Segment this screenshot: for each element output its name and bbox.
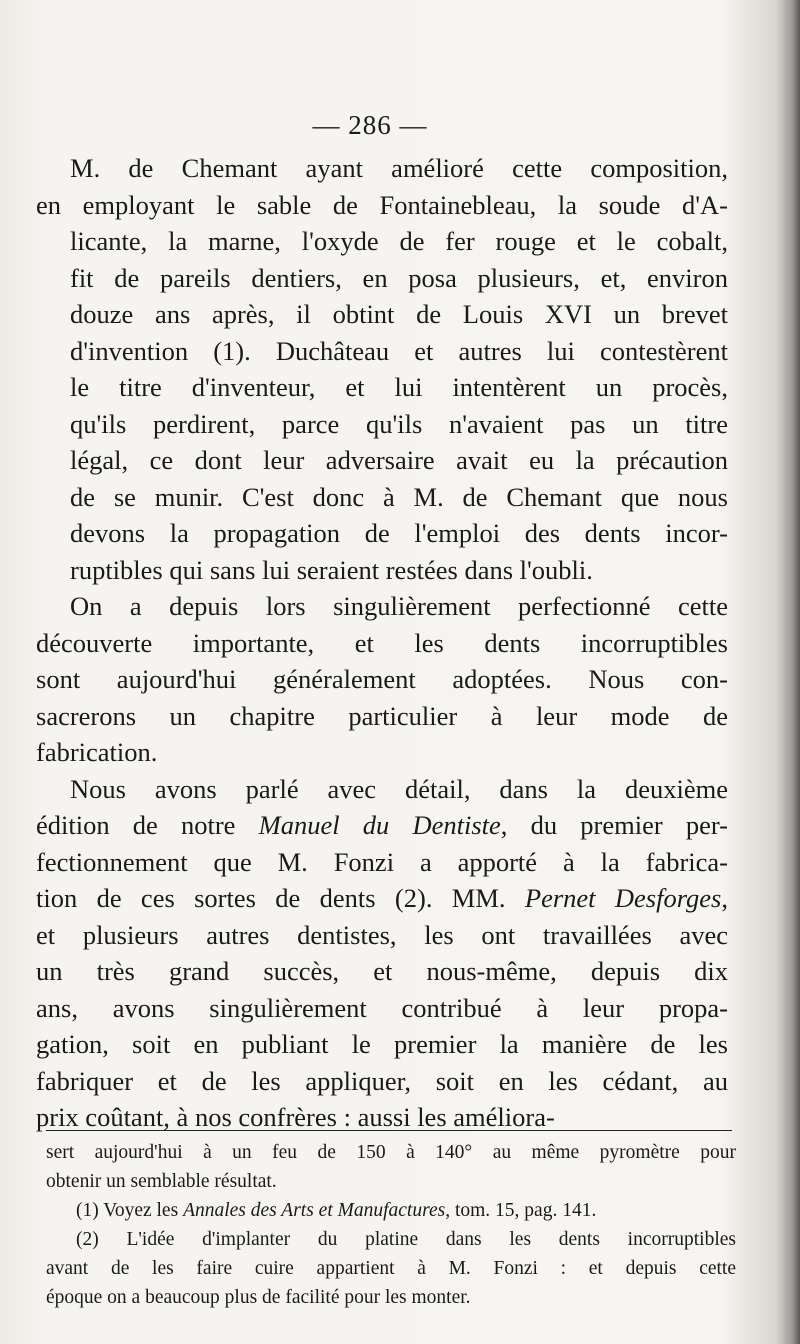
book-title: Manuel du Dentiste — [258, 810, 501, 840]
text-line: en employant le sable de Fontainebleau, la soude d'A- — [36, 189, 728, 220]
footnote-2-line: avant de les faire cuire appartient à M. Fonzi : et depuis cette — [46, 1258, 736, 1279]
text-line: qu'ils perdirent, parce qu'ils n'avaient pas un titre — [70, 408, 728, 439]
text-fragment: tion de ces sortes de dents (2). MM. — [36, 883, 525, 913]
publication-title: Annales des Arts et Manufactures — [183, 1200, 446, 1221]
text-line — [36, 807, 728, 844]
text-line: un très grand succès, et nous-même, depuis dix — [36, 956, 728, 986]
text-line: sacrerons un chapitre particulier à leur mode de — [36, 700, 728, 731]
text-line: douze ans après, il obtint de Louis XVI un brevet — [70, 299, 728, 329]
text-fragment: édition de notre — [36, 810, 259, 840]
text-line: découverte importante, et les dents incorruptibles — [36, 627, 728, 658]
footnote-2-line: (2) L'idée d'implanter du platine dans les dents incorruptibles — [76, 1229, 736, 1250]
footnote-1 — [46, 1196, 736, 1225]
text-line: Nous avons parlé avec détail, dans la deuxième — [70, 773, 728, 804]
text-line: d'invention (1). Duchâteau et autres lui contestèrent — [70, 335, 728, 366]
text-line: On a depuis lors singulièrement perfectionné cette — [70, 591, 728, 621]
person-names: Pernet Desforges — [524, 883, 722, 913]
text-line: de se munir. C'est donc à M. de Chemant que nous — [70, 481, 728, 512]
body-text — [36, 150, 728, 1136]
text-line: prix coûtant, à nos confrères : aussi les améliora- — [36, 1102, 555, 1132]
footnote-line: obtenir un semblable résultat. — [46, 1171, 277, 1192]
text-line: devons la propagation de l'emploi des dents incor- — [70, 518, 728, 548]
footnote-rule — [46, 1130, 732, 1131]
text-fragment: , tom. 15, pag. 141. — [445, 1200, 597, 1221]
footnotes — [46, 1138, 736, 1312]
text-line: ans, avons singulièrement contribué à leur propa- — [36, 992, 728, 1023]
text-line: sont aujourd'hui généralement adoptées. Nous con- — [36, 664, 728, 694]
paragraph-2 — [36, 588, 728, 771]
text-line: ruptibles qui sans lui seraient restées dans l'oubli. — [70, 554, 593, 585]
text-line: gation, soit en publiant le premier la manière de les — [36, 1029, 728, 1059]
text-line: le titre d'inventeur, et lui intentèrent un procès, — [70, 372, 728, 402]
text-line: fabrication. — [36, 737, 158, 767]
text-line: fectionnement que M. Fonzi a apporté à la fabrica- — [36, 846, 728, 877]
page-number: — 286 — — [312, 110, 428, 140]
text-line: M. de Chemant ayant amélioré cette composition, — [70, 153, 728, 183]
paragraph-1 — [36, 150, 728, 588]
footnote-line: sert aujourd'hui à un feu de 150 à 140° au même pyromètre pour — [46, 1142, 736, 1163]
footnote-2-line: époque on a beaucoup plus de facilité pour les monter. — [46, 1287, 471, 1308]
text-line: légal, ce dont leur adversaire avait eu la précaution — [70, 445, 728, 475]
text-line: et plusieurs autres dentistes, les ont travaillées avec — [36, 919, 728, 950]
text-fragment: , — [721, 883, 728, 913]
text-line — [36, 880, 728, 917]
text-fragment: , du premier per- — [500, 810, 729, 840]
text-fragment: (1) Voyez les — [76, 1200, 184, 1221]
text-line: fit de pareils dentiers, en posa plusieurs, et, environ — [70, 262, 728, 293]
paragraph-3 — [36, 771, 728, 1136]
text-line: licante, la marne, l'oxyde de fer rouge et le cobalt, — [70, 226, 728, 256]
text-line: fabriquer et de les appliquer, soit en les cédant, au — [36, 1065, 728, 1096]
